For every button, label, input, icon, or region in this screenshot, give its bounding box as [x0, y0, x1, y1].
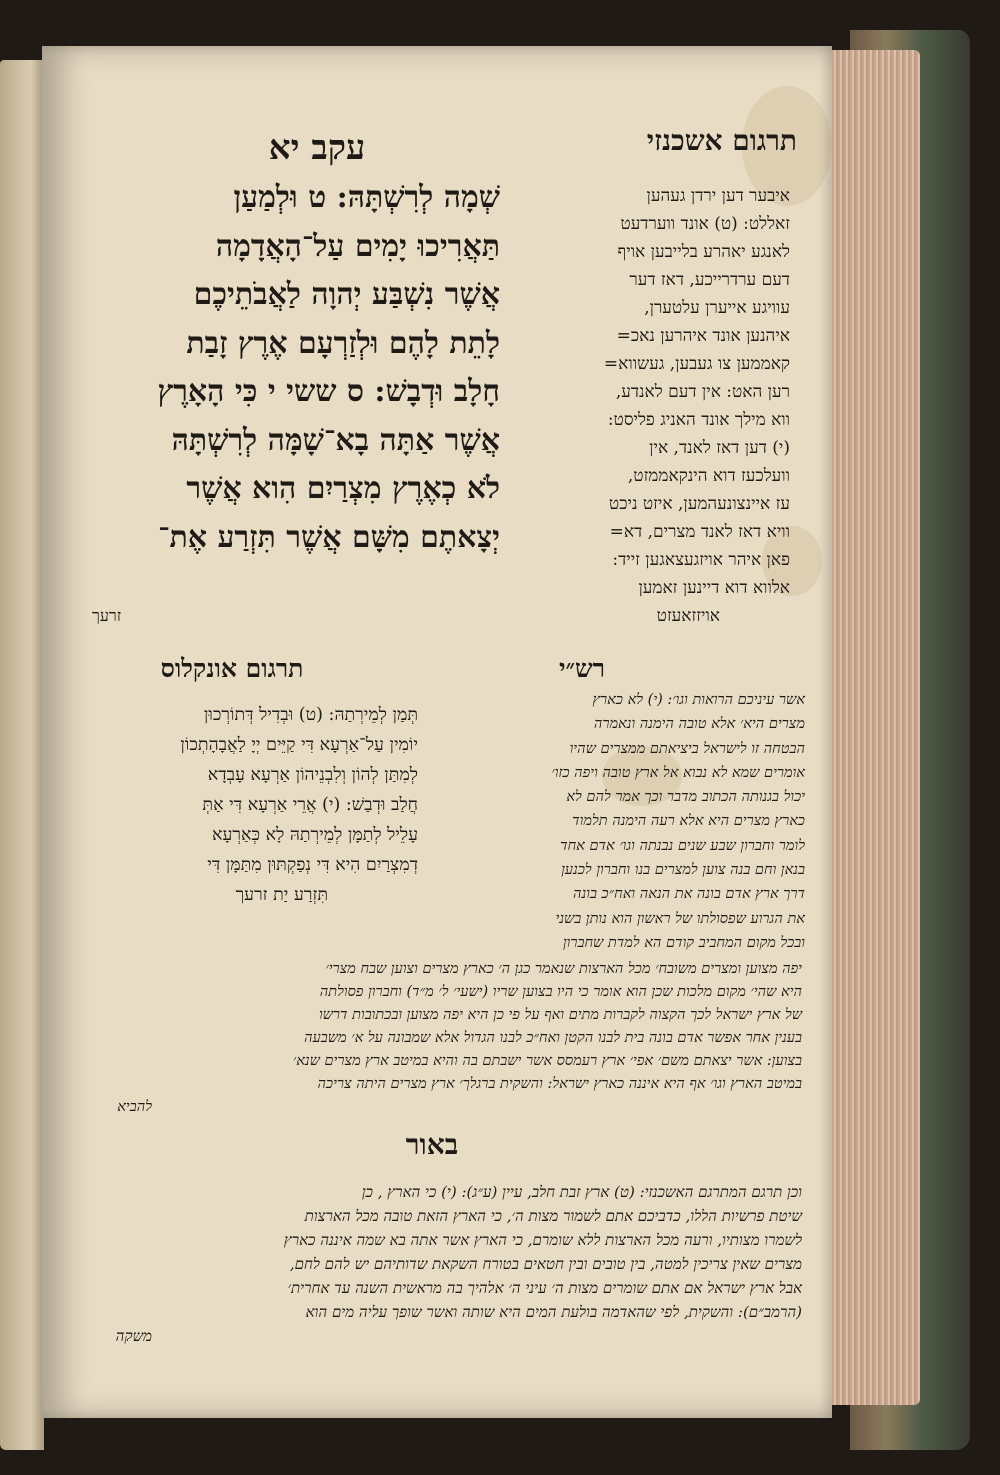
biur-heading: באור	[405, 1128, 459, 1161]
yiddish-line: וויא דאז לאנד מצרים, דא=	[609, 522, 790, 542]
rashi-line: לומר וחברון שבע שנים נבנתה וגו׳ אדם אחד	[560, 837, 805, 854]
rashi-line: ובכל מקום המחביב קודם הא למדת שחברון	[562, 934, 805, 951]
rashi-line: אשר עיניכם הרואות וגו׳: (י) לא כארץ	[592, 692, 805, 708]
rashi-line: דרך ארץ אדם בונה את הנאה ואח״כ בונה	[573, 886, 805, 903]
rashi-line: יפה מצוען ומצרים משובח׳ מכל הארצות שנאמר כגן ה׳ כארץ מצרים וצוען שבח מצרי׳	[325, 961, 802, 977]
rashi-line: הבטחה זו לישראל ביציאתם ממצרים שהיו	[569, 740, 805, 757]
onkelos-line: יוֹמִין עַל־אַרְעָא דִּי קַיֵּים יְיָ לַאֲבָהָתְכוֹן	[180, 735, 418, 755]
onkelos-line: תִּזְרַע יַת זרעך	[235, 885, 328, 905]
yiddish-line: אלווא דוא דיינען זאמען	[638, 578, 790, 598]
onkelos-line: חֲלַב וּדְבַשׁ: (י) אֲרֵי אַרְעָא דִּי אַתְּ	[202, 795, 418, 815]
facing-page-edge	[0, 60, 44, 1450]
biur-line: שיטת פרשיות הללו, כדביכם אתם לשמור מצות ה׳, כי הארץ הזאת טובה מכל הארצות	[304, 1207, 802, 1225]
onkelos-block	[78, 700, 418, 910]
torah-line: לָתֵת לָהֶם וּלְזַרְעָם אֶרֶץ זָבַת	[186, 325, 500, 361]
biur-line: מצרים שאין צריכין למטה, בין טובים ובין חטאים בטורח השקאת שדותיהם יש להם לחם,	[289, 1255, 802, 1273]
torah-line: אֲשֶׁר נִשְׁבַּע יְהוָה לַאֲבֹתֵיכֶם	[193, 277, 500, 312]
yiddish-line: עז איינצונעהמען, איזט ניכט	[608, 494, 790, 514]
onkelos-line: לְמִתַּן לְהוֹן וְלִבְנֵיהוֹן אַרְעָא עָבְדָא	[207, 765, 418, 785]
yiddish-line: זאללט: (ט) אונד ווערדעט	[620, 214, 790, 234]
rashi-heading: רש״י	[558, 654, 606, 683]
running-header-left: עקב יא	[268, 128, 366, 168]
rashi-line: בענין אחר אפשר אדם בונה בית לבנו הקטן ואח״כ לבנו הגדול אלא שמבונה על א׳ משבעה	[304, 1030, 802, 1046]
rashi-line: יכול בגנותה הכתוב מדבר וכך אמר להם לא	[566, 789, 805, 806]
torah-line: אֲשֶׁר אַתָּה בָא־שָׁמָּה לְרִשְׁתָּהּ	[171, 422, 500, 458]
running-header-right: תרגום אשכנזי	[646, 124, 797, 157]
torah-catchword: זרעך	[92, 606, 122, 625]
rashi-line: כארץ מצרים היא אלא רעה הימנה תלמוד	[572, 813, 805, 830]
rashi-line: בצוען: אשר יצאתם משם׳ אפי׳ ארץ רעמסס אשר ישבתם בה והיא במיטב ארץ מצרים שנא׳	[292, 1053, 802, 1069]
rashi-line: את הגרוע שפסולתו של ראשון הוא נותן בשני	[555, 910, 805, 927]
biur-line: וכן תרגם המתרגם האשכנזי: (ט) ארץ זבת חלב, עיין (ע״ג): (י) כי הארץ , כן	[361, 1183, 802, 1201]
torah-text-block	[60, 174, 500, 562]
rashi-line: להביא	[117, 1099, 152, 1115]
torah-line: שְׁמָה לְרִשְׁתָּהּ: ט וּלְמַעַן	[233, 180, 500, 215]
rashi-line: היא שהי׳ מקום מלכות שכן הוא אומר כי היו בצוען שריו (ישעי׳ ל׳ מ״ד) וחברון פסולתה	[319, 984, 802, 1000]
yiddish-line: רען האט: אין דעם לאנדע,	[615, 382, 790, 402]
yiddish-line: עוויגע אייערן עלטערן,	[644, 298, 790, 318]
rashi-line: במיטב הארץ וגו׳ אף היא איננה כארץ ישראל: והשקית ברגלך׳ ארץ מצרים היתה צריכה	[317, 1076, 802, 1092]
biur-line: (הרמב״ם): והשקית, לפי שהאדמה בולעת המים היא שותה ואשר שופך עליה מים הוא	[305, 1303, 802, 1321]
yiddish-translation-block	[490, 182, 790, 630]
yiddish-line: אויזזאעזט	[656, 606, 720, 626]
torah-line: חָלָב וּדְבָשׁ: ס ששי י כִּי הָאָרֶץ	[157, 374, 500, 409]
page-edges	[820, 50, 920, 1405]
rashi-full-width-block	[82, 958, 802, 1119]
book-page	[42, 46, 832, 1418]
onkelos-line: עָלֵיל לְתַמָּן לְמֵירְתַהּ לָא כְּאַרְעָא	[211, 825, 418, 845]
biur-line: אבל ארץ ישראל אם אתם שומרים מצות ה׳ עיני ה׳ אלהיך בה מראשית השנה עד אחרית׳	[287, 1279, 802, 1297]
yiddish-line: לאנגע יאהרע בלייבען אויף	[617, 242, 790, 262]
rashi-line: מצרים היא׳ אלא טובה הימנה ונאמרה	[593, 716, 805, 733]
yiddish-line: איהנען אונד איהרען נאכ=	[616, 326, 790, 346]
rashi-column-block	[400, 688, 805, 955]
onkelos-line: תְּמַן לְמֵירְתַהּ: (ט) וּבְדִיל דְּתוֹרְכוּן	[203, 705, 418, 725]
yiddish-line: קאממען צו געבען, געשווא=	[603, 354, 790, 374]
torah-line: לֹא כְאֶרֶץ מִצְרַיִם הִוא אֲשֶׁר	[186, 471, 500, 506]
biur-block	[82, 1180, 802, 1348]
onkelos-line: דְמִצְרַיִם הִיא דִּי נְפַקְתּוּן מִתַּמָּן דִּי	[207, 855, 418, 875]
yiddish-line: ווא מילך אונד האניג פליסט:	[607, 410, 790, 430]
yiddish-line: איבער דען ירדן געהען	[646, 186, 790, 206]
biur-line: משקה	[115, 1327, 152, 1345]
biur-line: לשמרו מצותיו, ורעה מכל הארצות ללא שומרם, כי הארץ אשר אתה בא שמה איננה כארץ	[283, 1231, 802, 1249]
onkelos-heading: תרגום אונקלוס	[160, 654, 304, 683]
rashi-line: בנאן וחם בנה צוען למצרים בנו וחברון לכנען	[561, 862, 805, 879]
rashi-line: אומרים שמא לא נבוא אל ארץ טובה ויפה כזו׳	[551, 764, 805, 781]
yiddish-line: פאן איהר אויזגעצאגען זייד:	[612, 550, 790, 570]
torah-line: תַּאֲרִיכוּ יָמִים עַל־הָאֲדָמָה	[215, 228, 500, 264]
torah-line: יְצָאתֶם מִשָּׁם אֲשֶׁר תִּזְרַע אֶת־	[157, 519, 500, 555]
yiddish-line: וועלכעז דוא הינקאממזט,	[627, 466, 790, 486]
yiddish-line: דעם ערדרייכע, דאז דער	[629, 270, 790, 290]
yiddish-line: (י) דען דאז לאנד, אין	[649, 438, 790, 458]
rashi-line: של ארץ ישראל לכך הקצוה לקברות מתים ואף על פי כן היא יפה מצוען ובכתובות דרשו	[318, 1007, 802, 1023]
